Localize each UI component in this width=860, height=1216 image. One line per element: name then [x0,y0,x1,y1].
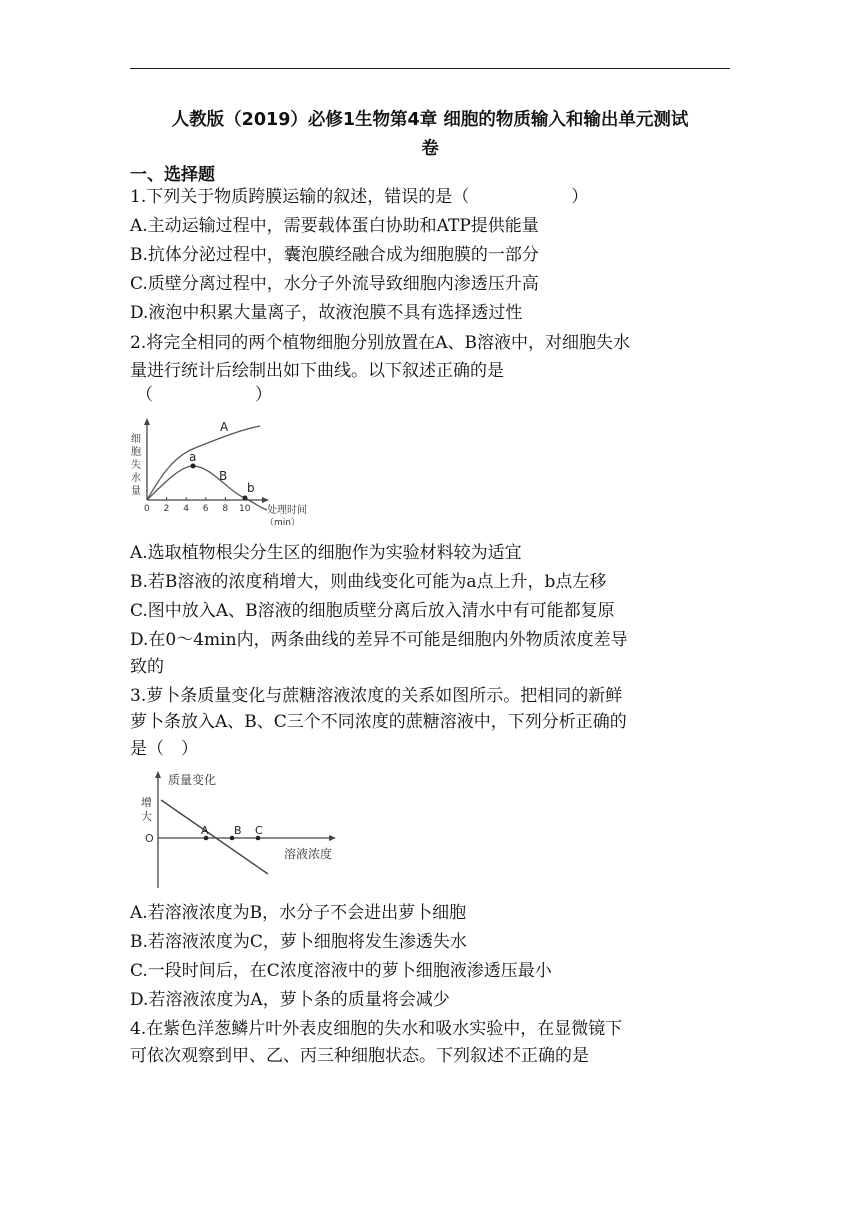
q2-y-label-2: 胞 [131,447,141,458]
q2-chart [125,412,325,532]
q2-curve-a [147,426,260,500]
q2-x-arrow [262,497,269,503]
q3-option-c: C.一段时间后，在C浓度溶液中的萝卜细胞液渗透压最小 [130,961,552,981]
q2-answer-blank: （ ） [136,385,272,405]
q2-x-tick-label: 10 [239,504,251,514]
q3-point-b-label: B [234,824,242,837]
q3-chart [136,764,356,892]
q3-line [161,800,268,874]
q2-series-a-label: A [220,420,229,434]
q3-y-label: 质量变化 [168,773,217,787]
title-line-2: 卷 [421,139,439,159]
q2-y-label-1: 细 [131,434,141,445]
q2-y-label-4: 水 [131,473,141,484]
q2-series-b-label: B [219,469,228,483]
q1-option-d: D.液泡中积累大量离子，故液泡膜不具有选择透过性 [130,303,523,323]
q2-y-label-5: 量 [131,486,141,497]
header-rule [130,68,730,69]
q3-point-c-label: C [255,824,263,837]
q3-y-side-label-1: 增 [141,796,152,809]
title-line-1: 人教版（2019）必修1生物第4章 细胞的物质输入和输出单元测试 [171,110,689,130]
q2-x-tick-label: 8 [222,504,229,514]
q3-y-arrow [155,771,161,778]
q2-x-label: 处理时间 [267,505,307,516]
q2-option-d-line-1: D.在0～4min内，两条曲线的差异不可能是细胞内外物质浓度差导 [130,630,628,650]
q4-stem-line-1: 4.在紫色洋葱鳞片叶外表皮细胞的失水和吸水实验中，在显微镜下 [130,1019,623,1039]
q2-point-b-label: b [247,481,255,495]
q3-point-a-label: A [201,824,209,837]
q2-x-unit: （min） [265,518,300,528]
q3-option-d: D.若溶液浓度为A，萝卜条的质量将会减少 [130,990,450,1010]
q2-option-d-line-2: 致的 [130,657,164,677]
q3-option-a: A.若溶液浓度为B，水分子不会进出萝卜细胞 [130,903,467,923]
q2-option-b: B.若B溶液的浓度稍增大，则曲线变化可能为a点上升，b点左移 [130,572,607,592]
q3-stem-line-1: 3.萝卜条质量变化与蔗糖溶液浓度的关系如图所示。把相同的新鲜 [130,686,623,706]
q4-stem-line-2: 可依次观察到甲、乙、丙三种细胞状态。下列叙述不正确的是 [130,1046,589,1066]
q3-x-label: 溶液浓度 [284,847,333,861]
q1-option-c: C.质壁分离过程中，水分子外流导致细胞内渗透压升高 [130,274,539,294]
q1-option-b: B.抗体分泌过程中，囊泡膜经融合成为细胞膜的一部分 [130,245,539,265]
q3-y-side-label-2: 大 [141,810,152,823]
q3-stem-line-2: 萝卜条放入A、B、C三个不同浓度的蔗糖溶液中，下列分析正确的 [130,712,627,732]
q2-stem-line-2: 量进行统计后绘制出如下曲线。以下叙述正确的是 [130,361,504,381]
document-title [130,106,730,164]
q3-x-arrow [329,835,336,841]
q2-y-arrow [144,418,150,425]
q2-x-tick-label: 6 [202,504,209,514]
q2-x-tick-label: 0 [144,504,150,514]
q1-stem: 1.下列关于物质跨膜运输的叙述，错误的是（ ） [130,187,589,207]
q2-point-a-label: a [189,450,197,464]
q3-option-b: B.若溶液浓度为C，萝卜细胞将发生渗透失水 [130,932,467,952]
q2-point-a [191,464,196,469]
q2-y-label-3: 失 [131,460,141,471]
q2-option-c: C.图中放入A、B溶液的细胞质壁分离后放入清水中有可能都复原 [130,601,615,621]
q2-option-a: A.选取植物根尖分生区的细胞作为实验材料较为适宜 [130,543,522,563]
q1-option-a: A.主动运输过程中，需要载体蛋白协助和ATP提供能量 [130,216,539,236]
q2-stem-line-1: 2.将完全相同的两个植物细胞分别放置在A、B溶液中，对细胞失水 [130,333,630,353]
q2-x-tick-label: 2 [163,504,170,514]
q3-stem-line-3: 是（ ） [130,739,198,759]
section-heading: 一、选择题 [130,165,215,185]
q2-x-tick-label: 4 [183,504,189,514]
q3-origin-label: O [145,832,154,845]
